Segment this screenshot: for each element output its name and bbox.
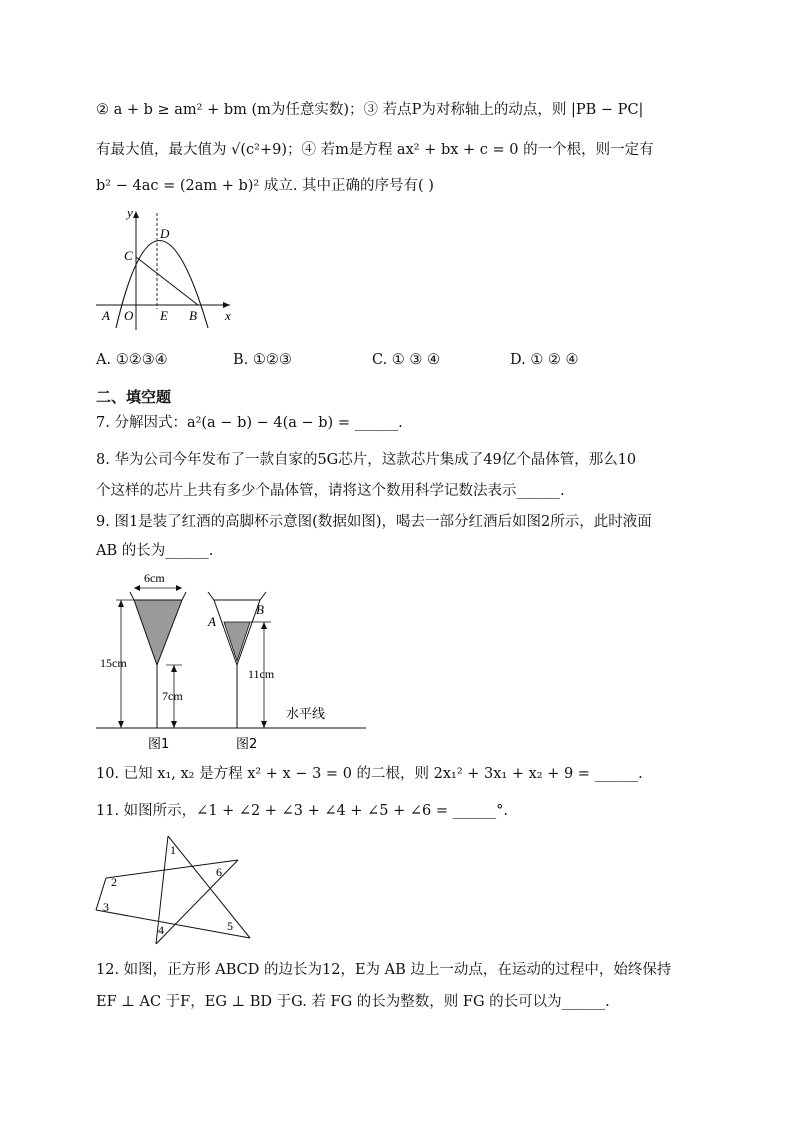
q8-line1: 8. 华为公司今年发布了一款自家的5G芯片，这款芯片集成了49亿个晶体管，那么10 [96, 452, 637, 468]
label-horizontal: 水平线 [286, 707, 326, 722]
label-b: B [189, 308, 197, 323]
label-7cm: 7cm [162, 689, 183, 703]
choice-b: B. ①②③ [233, 352, 292, 368]
q12-line1: 12. 如图，正方形 ABCD 的边长为12，E为 AB 边上一动点，在运动的过程中，始终保持 [96, 962, 672, 978]
label-15cm: 15cm [100, 656, 127, 670]
choice-a: A. ①②③④ [96, 352, 168, 368]
label-fig2: 图2 [236, 737, 258, 752]
angle-label-5: 5 [227, 919, 233, 933]
glass2-wine [224, 622, 250, 661]
label-c: C [124, 248, 133, 263]
label-6cm: 6cm [144, 571, 165, 585]
q6-line2: 有最大值，最大值为 √(c²+9)；④ 若m是方程 ax² + bx + c = 0 的一个根，则一定有 [96, 142, 654, 158]
label-11cm: 11cm [248, 667, 275, 681]
label-B: B [256, 602, 264, 617]
label-a: A [102, 308, 110, 323]
q12-line2: EF ⊥ AC 于F，EG ⊥ BD 于G. 若 FG 的长为整数，则 FG 的长可以为______. [96, 994, 610, 1010]
choice-d: D. ① ② ④ [510, 352, 579, 368]
q6-parabola-figure [90, 205, 250, 335]
angle-label-6: 6 [216, 865, 222, 879]
q11-text: 11. 如图所示，∠1 + ∠2 + ∠3 + ∠4 + ∠5 + ∠6 = ______°. [96, 803, 508, 819]
label-d: D [160, 226, 170, 241]
angle-label-2: 2 [111, 875, 117, 889]
q10-text: 10. 已知 x₁, x₂ 是方程 x² + x − 3 = 0 的二根，则 2x₁² + 3x₁ + x₂ + 9 = ______. [96, 766, 643, 782]
q8-line2: 个这样的芯片上共有多少个晶体管，请将这个数用科学记数法表示______. [96, 483, 565, 499]
angle-label-1: 1 [170, 843, 176, 857]
q9-line2: AB 的长为______. [96, 543, 214, 559]
q6-line3: b² − 4ac = (2am + b)² 成立. 其中正确的序号有( ) [96, 178, 434, 194]
angle-label-3: 3 [103, 900, 109, 914]
label-A: A [208, 614, 216, 629]
q7-text: 7. 分解因式：a²(a − b) − 4(a − b) = ______. [96, 415, 403, 431]
label-y: y [127, 205, 133, 220]
label-o: O [124, 308, 134, 323]
label-e: E [160, 308, 168, 323]
label-x: x [225, 308, 231, 323]
glass1-wine [134, 600, 182, 665]
q9-wine-glass-figure [96, 570, 376, 750]
q11-angles-figure [90, 830, 250, 950]
segment-cb [136, 257, 198, 305]
q6-line1: ② a + b ≥ am² + bm (m为任意实数)；③ 若点P为对称轴上的动点，则 |PB − PC| [96, 102, 644, 118]
q9-line1: 9. 图1是装了红酒的高脚杯示意图(数据如图)，喝去一部分红酒后如图2所示，此时液面 [96, 514, 652, 530]
label-fig1: 图1 [148, 737, 170, 752]
section-heading: 二、填空题 [96, 388, 172, 406]
choice-c: C. ① ③ ④ [372, 352, 441, 368]
angle-label-4: 4 [158, 923, 164, 937]
